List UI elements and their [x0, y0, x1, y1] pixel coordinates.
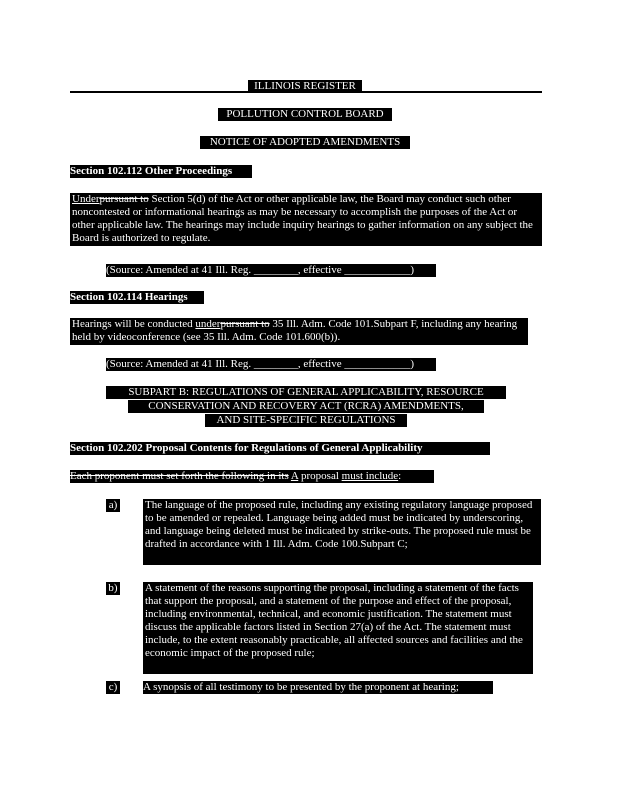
section-202-intro-inserted-a: A [290, 470, 299, 482]
section-114-inserted: under [195, 318, 221, 330]
section-114-heading: Section 102.114 Hearings [70, 291, 204, 304]
subpart-b-line-2: CONSERVATION AND RECOVERY ACT (RCRA) AMENDMENTS, [128, 400, 484, 413]
section-112-inserted: Under [72, 193, 100, 205]
item-a-text: The language of the proposed rule, including any existing regulatory language proposed to be amended or repealed. Language being added must be indicated by underscoring, and language being deleted must be indicated by strike-outs. The proposed rule must be drafted in accordance with 1 Ill. Adm. Code 100.Subpart C; [143, 499, 541, 565]
subpart-b-line-1: SUBPART B: REGULATIONS OF GENERAL APPLICABILITY, RESOURCE [106, 386, 506, 399]
section-114-body [70, 318, 528, 345]
section-112-source: (Source: Amended at 41 Ill. Reg. ________, effective ____________) [106, 264, 436, 277]
item-c-letter: c) [106, 681, 120, 694]
register-title: ILLINOIS REGISTER [248, 80, 362, 93]
section-202-intro-inserted-b: must include [341, 470, 399, 482]
section-112-deleted: pursuant to [99, 193, 149, 205]
section-202-heading: Section 102.202 Proposal Contents for Regulations of General Applicability [70, 442, 490, 455]
section-114-deleted: pursuant to [220, 318, 270, 330]
section-112-heading: Section 102.112 Other Proceedings [70, 165, 252, 178]
section-112-text: Section 5(d) of the Act or other applicable law, the Board may conduct such other noncontested or informational hearings as may be necessary to accomplish the purposes of the Act or other applicable law. The hearings may include inquiry hearings to gather information on any subject the Board is authorized to regulate. [72, 193, 533, 244]
section-114-pre: Hearings will be conducted [72, 318, 196, 330]
section-114-source: (Source: Amended at 41 Ill. Reg. ________, effective ____________) [106, 358, 436, 371]
section-202-intro [70, 470, 434, 483]
section-202-intro-end: : [398, 470, 402, 482]
item-c-text: A synopsis of all testimony to be presented by the proponent at hearing; [143, 681, 493, 694]
item-b-letter: b) [106, 582, 120, 595]
section-202-intro-deleted: Each proponent must set forth the following in its [70, 470, 289, 482]
item-a-letter: a) [106, 499, 120, 512]
subpart-b-line-3: AND SITE-SPECIFIC REGULATIONS [205, 414, 407, 427]
section-114-text: 35 Ill. Adm. Code 101.Subpart F, including any hearing held by videoconference (see 35 Ill. Adm. Code 101.600(b)). [72, 318, 518, 343]
section-202-intro-mid: proposal [298, 470, 342, 482]
notice-title: NOTICE OF ADOPTED AMENDMENTS [200, 136, 410, 149]
section-112-body [70, 193, 542, 246]
board-title: POLLUTION CONTROL BOARD [218, 108, 392, 121]
item-b-text: A statement of the reasons supporting the proposal, including a statement of the facts that support the proposal, and a statement of the purpose and effect of the proposal, including environmental, technical, and economic justification. The statement must discuss the applicable factors listed in Section 27(a) of the Act. The statement must include, to the extent reasonably practicable, all affected sources and facilities and the economic impact of the proposed rule; [143, 582, 533, 674]
